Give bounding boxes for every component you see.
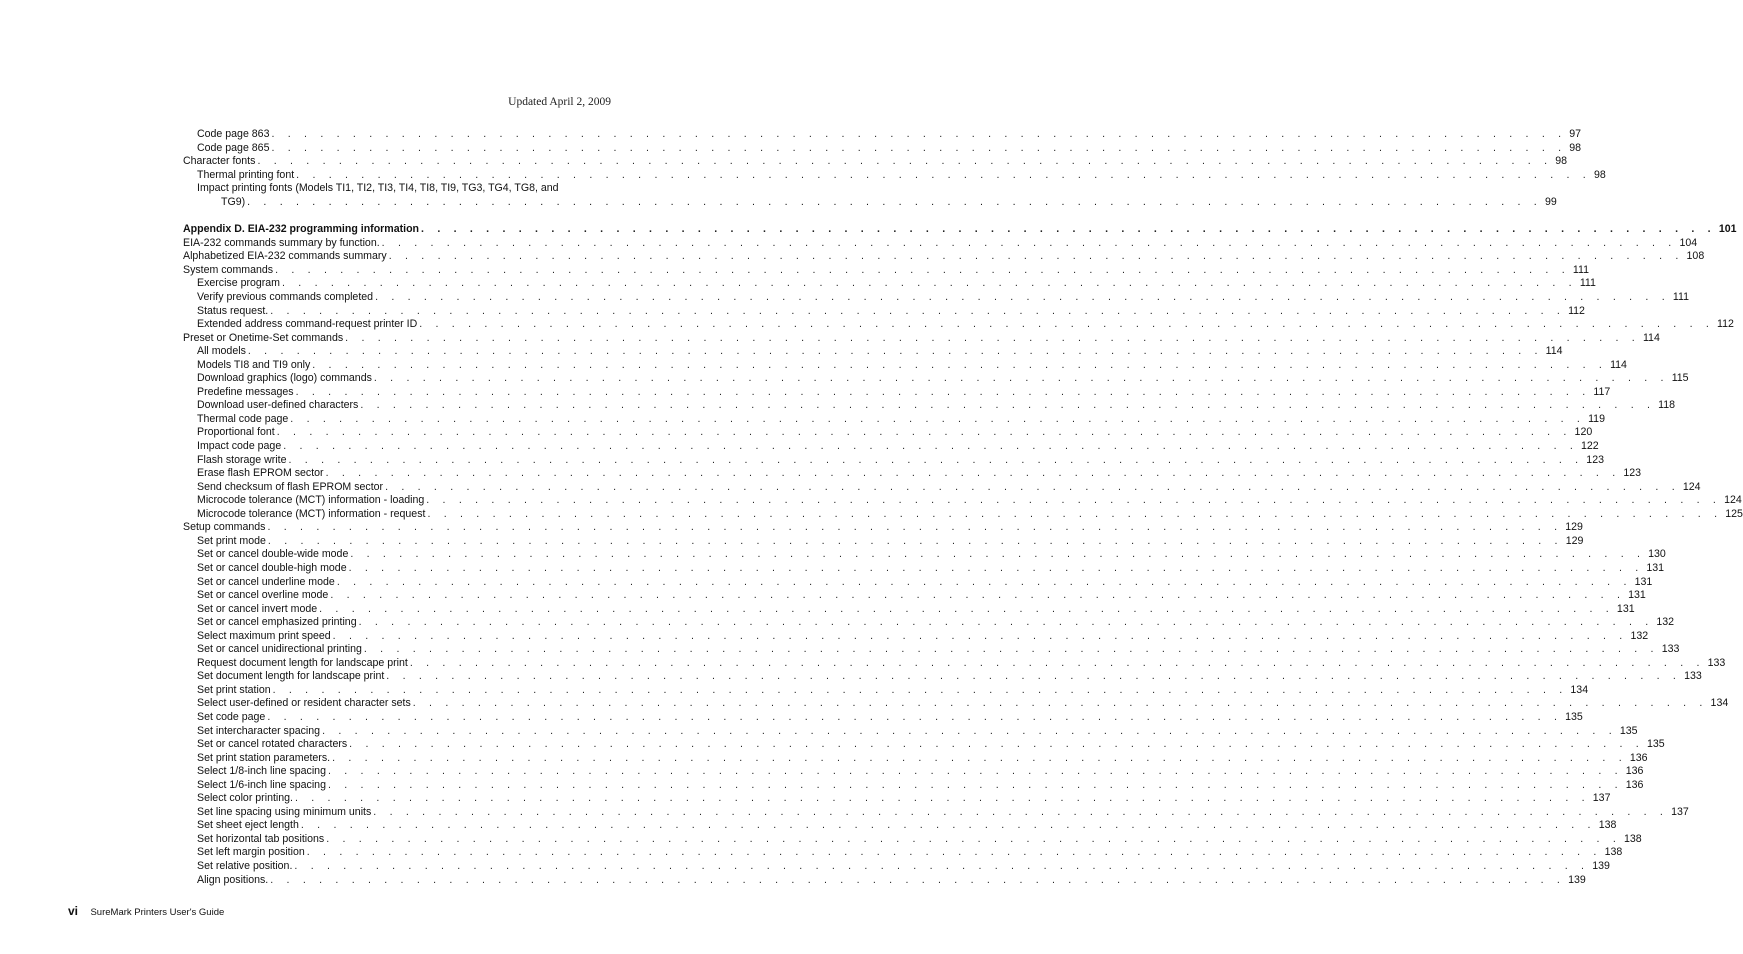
toc-page-number: 138 [1598, 819, 1617, 832]
book-title: SureMark Printers User's Guide [90, 907, 225, 918]
dot-leader: . . . . . . . . . . . . . . . . . . . . . . . . . . . . . . . . . . . . . . . . . . . . . . . . . . . . . . . . . . . . . . . . . . . . . . . . . . . . . . . . [327, 765, 1623, 778]
toc-page-number: 98 [1569, 141, 1582, 154]
dot-leader: . . . . . . . . . . . . . . . . . . . . . . . . . . . . . . . . . . . . . . . . . . . . . . . . . . . . . . . . . . . . . . . . . . . . . . . . . . . . . . . . [270, 304, 1566, 317]
dot-leader: . . . . . . . . . . . . . . . . . . . . . . . . . . . . . . . . . . . . . . . . . . . . . . . . . . . . . . . . . . . . . . . . . . . . . . . . . . . . . . . . [326, 832, 1621, 845]
toc-entry[interactable] [183, 168, 1606, 183]
toc-entry[interactable] [183, 589, 1646, 603]
toc-entry-title: Set print mode [197, 534, 266, 547]
toc-entry-title: Extended address command-request printer ID [197, 318, 418, 331]
toc-entry-title: Select 1/6-inch line spacing [197, 778, 326, 791]
dot-leader: . . . . . . . . . . . . . . . . . . . . . . . . . . . . . . . . . . . . . . . . . . . . . . . . . . . . . . . . . . . . . . . . . . . . . . . . . . . . . . . . [296, 168, 1591, 181]
toc-entry-title: Erase flash EPROM sector [197, 467, 324, 480]
toc-page-number: 119 [1588, 412, 1605, 425]
table-of-contents [183, 128, 1743, 887]
toc-page-number: 124 [1682, 480, 1701, 493]
toc-entry[interactable] [183, 263, 1589, 278]
toc-entry[interactable] [183, 385, 1611, 400]
dot-leader: . . . . . . . . . . . . . . . . . . . . . . . . . . . . . . . . . . . . . . . . . . . . . . . . . . . . . . . . . . . . . . . . . . . . . . . . . . . . . . . . [283, 440, 1579, 453]
dot-leader: . . . . . . . . . . . . . . . . . . . . . . . . . . . . . . . . . . . . . . . . . . . . . . . . . . . . . . . . . . . . . . . . . . . . . . . . . . . . . . . . [325, 467, 1621, 480]
toc-entry[interactable] [183, 412, 1605, 427]
dot-leader: . . . . . . . . . . . . . . . . . . . . . . . . . . . . . . . . . . . . . . . . . . . . . . . . . . . . . . . . . . . . . . . . . . . . . . . . . . . . . . . . [247, 345, 1543, 358]
toc-entry[interactable] [183, 291, 1689, 305]
toc-page-number: 129 [1565, 521, 1583, 534]
toc-page-number: 133 [1684, 670, 1702, 683]
toc-page-number: 137 [1592, 792, 1611, 805]
toc-entry-title: Set code page [197, 710, 266, 723]
toc-entry-title: System commands [183, 263, 274, 276]
dot-leader: . . . . . . . . . . . . . . . . . . . . . . . . . . . . . . . . . . . . . . . . . . . . . . . . . . . . . . . . . . . . . . . . . . . . . . . . . . . . . . . . [349, 738, 1644, 751]
toc-entry-title: Set line spacing using minimum units [197, 805, 372, 818]
toc-entry-title: Microcode tolerance (MCT) information - request [197, 507, 426, 520]
toc-entry-title: Thermal code page [197, 412, 289, 425]
dot-leader: . . . . . . . . . . . . . . . . . . . . . . . . . . . . . . . . . . . . . . . . . . . . . . . . . . . . . . . . . . . . . . . . . . . . . . . . . . . . . . . . [360, 399, 1656, 412]
toc-entry[interactable] [183, 521, 1583, 535]
dot-leader: . . . . . . . . . . . . . . . . . . . . . . . . . . . . . . . . . . . . . . . . . . . . . . . . . . . . . . . . . . . . . . . . . . . . . . . . . . . . . . . . [375, 291, 1670, 304]
toc-page-number: 118 [1658, 399, 1676, 412]
toc-page-number: 99 [1544, 195, 1557, 208]
dot-leader: . . . . . . . . . . . . . . . . . . . . . . . . . . . . . . . . . . . . . . . . . . . . . . . . . . . . . . . . . . . . . . . . . . . . . . . . . . . . . . . . [276, 426, 1572, 439]
toc-entry[interactable] [183, 561, 1665, 576]
toc-entry[interactable] [183, 575, 1653, 590]
dot-leader: . . . . . . . . . . . . . . . . . . . . . . . . . . . . . . . . . . . . . . . . . . . . . . . . . . . . . . . . . . . . . . . . . . . . . . . . . . . . . . . . [358, 616, 1654, 629]
toc-entry-title: EIA-232 commands summary by function. [183, 236, 380, 249]
toc-entry[interactable] [183, 602, 1635, 617]
toc-entry-title: Impact printing fonts (Models TI1, TI2, TI3, TI4, TI8, TI9, TG3, TG4, TG8, and [197, 182, 559, 195]
dot-leader: . . . . . . . . . . . . . . . . . . . . . . . . . . . . . . . . . . . . . . . . . . . . . . . . . . . . . . . . . . . . . . . . . . . . . . . . . . . . . . . . [345, 331, 1640, 344]
toc-entry-title: Set document length for landscape print [197, 670, 385, 683]
toc-entry-title: Microcode tolerance (MCT) information - loading [197, 494, 425, 507]
page-footer [68, 902, 224, 920]
toc-entry[interactable] [183, 683, 1589, 698]
dot-leader: . . . . . . . . . . . . . . . . . . . . . . . . . . . . . . . . . . . . . . . . . . . . . . . . . . . . . . . . . . . . . . . . . . . . . . . . . . . . . . . . [330, 589, 1626, 602]
toc-entry[interactable] [183, 494, 1742, 508]
toc-entry-title: Flash storage write [197, 453, 287, 466]
toc-entry-title: Status request. [197, 304, 269, 317]
toc-entry-title-cont: TG9) [221, 195, 246, 208]
dot-leader: . . . . . . . . . . . . . . . . . . . . . . . . . . . . . . . . . . . . . . . . . . . . . . . . . . . . . . . . . . . . . . . . . . . . . . . . . . . . . . . . [272, 683, 1568, 696]
toc-page-number: 134 [1570, 683, 1589, 696]
toc-entry-title: Select 1/8-inch line spacing [197, 765, 326, 778]
toc-page-number: 124 [1724, 494, 1742, 507]
toc-entry-title: Select maximum print speed [197, 629, 331, 642]
dot-leader: . . . . . . . . . . . . . . . . . . . . . . . . . . . . . . . . . . . . . . . . . . . . . . . . . . . . . . . . . . . . . . . . . . . . . . . . . . . . . . . . [388, 250, 1684, 263]
toc-page-number: 133 [1661, 643, 1680, 656]
toc-page-number: 132 [1656, 616, 1675, 629]
dot-leader: . . . . . . . . . . . . . . . . . . . . . . . . . . . . . . . . . . . . . . . . . . . . . . . . . . . . . . . . . . . . . . . . . . . . . . . . . . . . . . . . [275, 263, 1570, 276]
toc-entry-title: Set print station [197, 683, 271, 696]
toc-page-number: 115 [1671, 372, 1689, 385]
toc-entry[interactable] [183, 345, 1563, 359]
toc-page-number: 131 [1646, 561, 1665, 574]
dot-leader: . . . . . . . . . . . . . . . . . . . . . . . . . . . . . . . . . . . . . . . . . . . . . . . . . . . . . . . . . . . . . . . . . . . . . . . . . . . . . . . . [319, 602, 1614, 615]
dot-leader: . . . . . . . . . . . . . . . . . . . . . . . . . . . . . . . . . . . . . . . . . . . . . . . . . . . . . . . . . . . . . . . . . . . . . . . . . . . . . . . . [336, 575, 1632, 588]
toc-entry[interactable] [183, 873, 1586, 888]
toc-page-number: 97 [1569, 128, 1582, 140]
toc-page-number: 129 [1565, 534, 1584, 547]
toc-entry[interactable] [183, 304, 1585, 319]
dot-leader: . . . . . . . . . . . . . . . . . . . . . . . . . . . . . . . . . . . . . . . . . . . . . . . . . . . . . . . . . . . . . . . . . . . . . . . . . . . . . . . . [363, 643, 1659, 656]
dot-leader: . . . . . . . . . . . . . . . . . . . . . . . . . . . . . . . . . . . . . . . . . . . . . . . . . . . . . . . . . . . . . . . . . . . . . . . . . . . . . . . . [300, 819, 1596, 832]
toc-page-number: 122 [1581, 440, 1599, 453]
toc-page-number: 114 [1642, 331, 1660, 344]
toc-entry[interactable] [183, 534, 1584, 549]
dot-leader: . . . . . . . . . . . . . . . . . . . . . . . . . . . . . . . . . . . . . . . . . . . . . . . . . . . . . . . . . . . . . . . . . . . . . . . . . . . . . . . . [267, 521, 1563, 534]
toc-page-number: 137 [1671, 805, 1689, 818]
toc-page-number: 131 [1634, 575, 1653, 588]
toc-page-number: 135 [1646, 738, 1665, 751]
toc-entry[interactable] [183, 453, 1604, 468]
toc-entry[interactable] [183, 141, 1582, 156]
dot-leader: . . . . . . . . . . . . . . . . . . . . . . . . . . . . . . . . . . . . . . . . . . . . . . . . . . . . . . . . . . . . . . . . . . . . . . . . . . . . . . . . [373, 372, 1669, 385]
toc-entry-title: Set or cancel overline mode [197, 589, 329, 602]
toc-page-number: 114 [1610, 358, 1627, 371]
toc-page-number: 134 [1710, 697, 1729, 710]
dot-leader: . . . . . . . . . . . . . . . . . . . . . . . . . . . . . . . . . . . . . . . . . . . . . . . . . . . . . . . . . . . . . . . . . . . . . . . . . . . . . . . . [288, 453, 1584, 466]
toc-entry-title: Request document length for landscape print [197, 656, 408, 669]
toc-page-number: 104 [1679, 236, 1698, 249]
toc-page-number: 136 [1629, 751, 1648, 764]
toc-entry-title: Alphabetized EIA-232 commands summary [183, 250, 387, 263]
toc-entry-title: Setup commands [183, 521, 266, 534]
toc-page-number: 135 [1565, 710, 1583, 723]
toc-page-number: 114 [1545, 345, 1563, 358]
toc-entry-title: Set intercharacter spacing [197, 724, 321, 737]
toc-entry-title: Thermal printing font [197, 168, 295, 181]
toc-entry[interactable] [183, 724, 1638, 739]
toc-entry-title: Download user-defined characters [197, 399, 359, 412]
toc-entry-title: Set or cancel double-high mode [197, 561, 347, 574]
toc-page-number: 132 [1630, 629, 1649, 642]
dot-leader: . . . . . . . . . . . . . . . . . . . . . . . . . . . . . . . . . . . . . . . . . . . . . . . . . . . . . . . . . . . . . . . . . . . . . . . . . . . . . . . . [290, 412, 1586, 425]
toc-entry[interactable] [183, 738, 1665, 752]
toc-page-number: 131 [1616, 602, 1635, 615]
toc-entry-title: Select user-defined or resident character sets [197, 697, 411, 710]
dot-leader: . . . . . . . . . . . . . . . . . . . . . . . . . . . . . . . . . . . . . . . . . . . . . . . . . . . . . . . . . . . . . . . . . . . . . . . . . . . . . . . . [348, 561, 1644, 574]
toc-entry-title: Code page 863 [197, 128, 270, 140]
toc-entry-title: Models TI8 and TI9 only [197, 358, 311, 371]
toc-entry[interactable] [183, 507, 1743, 522]
toc-entry-title: Predefine messages [197, 385, 294, 398]
dot-leader: . . . . . . . . . . . . . . . . . . . . . . . . . . . . . . . . . . . . . . . . . . . . . . . . . . . . . . . . . . . . . . . . . . . . . . . . . . . . . . . . [327, 778, 1623, 791]
toc-entry[interactable] [183, 778, 1644, 793]
toc-entry-title: Set relative position. [197, 859, 293, 872]
toc-page-number: 136 [1625, 778, 1644, 791]
updated-date: Updated April 2, 2009 [508, 96, 611, 108]
toc-entry[interactable] [183, 182, 1557, 209]
toc-entry[interactable] [183, 643, 1680, 657]
toc-entry[interactable] [183, 616, 1675, 630]
toc-page-number: 98 [1555, 155, 1568, 168]
toc-entry-title: Character fonts [183, 155, 256, 168]
dot-leader: . . . . . . . . . . . . . . . . . . . . . . . . . . . . . . . . . . . . . . . . . . . . . . . . . . . . . . . . . . . . . . . . . . . . . . . . . . . . . . . . [381, 236, 1677, 249]
toc-page-number: 120 [1574, 426, 1593, 439]
dot-leader: . . . . . . . . . . . . . . . . . . . . . . . . . . . . . . . . . . . . . . . . . . . . . . . . . . . . . . . . . . . . . . . . . . . . . . . . . . . . . . . . [270, 873, 1566, 886]
toc-page-number: 117 [1593, 385, 1611, 398]
dot-leader: . . . . . . . . . . . . . . . . . . . . . . . . . . . . . . . . . . . . . . . . . . . . . . . . . . . . . . . . . . . . . . . . . . . . . . . . . . . . . . . . [385, 480, 1680, 493]
toc-entry[interactable] [183, 277, 1596, 291]
toc-entry-title: Appendix D. EIA-232 programming information [183, 223, 420, 236]
dot-leader: . . . . . . . . . . . . . . . . . . . . . . . . . . . . . . . . . . . . . . . . . . . . . . . . . . . . . . . . . . . . . . . . . . . . . . . . . . . . . . . . [282, 277, 1577, 290]
toc-entry-title: Set sheet eject length [197, 819, 299, 832]
page-number: vi [68, 904, 79, 918]
dot-leader: . . . . . . . . . . . . . . . . . . . . . . . . . . . . . . . . . . . . . . . . . . . . . . . . . . . . . . . . . . . . . . . . . . . . . . . . . . . . . . . . [267, 710, 1563, 723]
toc-page-number: 133 [1707, 656, 1726, 669]
toc-entry[interactable] [183, 467, 1642, 481]
toc-entry-title: Set or cancel emphasized printing [197, 616, 357, 629]
toc-entry[interactable] [183, 765, 1644, 779]
toc-page-number: 98 [1593, 168, 1606, 181]
toc-entry[interactable] [183, 548, 1666, 562]
toc-entry-title: Set or cancel invert mode [197, 602, 318, 615]
toc-section-heading[interactable] [183, 223, 1737, 237]
dot-leader: . . . . . . . . . . . . . . . . . . . . . . . . . . . . . . . . . . . . . . . . . . . . . . . . . . . . . . . . . . . . . . . . . . . . . . . . . . . . . . . . [332, 751, 1627, 764]
toc-entry-title: Exercise program [197, 277, 281, 290]
toc-entry[interactable] [183, 440, 1599, 454]
toc-entry[interactable] [183, 859, 1610, 874]
toc-entry-title: Set left margin position [197, 846, 305, 859]
toc-entry-title: Align positions. [197, 873, 269, 886]
toc-page-number: 123 [1586, 453, 1604, 466]
toc-entry[interactable] [183, 480, 1701, 495]
toc-entry[interactable] [183, 250, 1705, 264]
dot-leader: . . . . . . . . . . . . . . . . . . . . . . . . . . . . . . . . . . . . . . . . . . . . . . . . . . . . . . . . . . . . . . . . . . . . . . . . . . . . . . . . [294, 792, 1590, 805]
toc-entry[interactable] [183, 155, 1568, 169]
dot-leader: . . . . . . . . . . . . . . . . . . . . . . . . . . . . . . . . . . . . . . . . . . . . . . . . . . . . . . . . . . . . . . . . . . . . . . . . . . . . . . . . [271, 128, 1567, 140]
dot-leader: . . . . . . . . . . . . . . . . . . . . . . . . . . . . . . . . . . . . . . . . . . . . . . . . . . . . . . . . . . . . . . . . . . . . . . . . . . . . . . . . [271, 141, 1567, 154]
toc-page-number: 101 [1718, 223, 1737, 236]
toc-entry[interactable] [183, 751, 1648, 766]
dot-leader: . . . . . . . . . . . . . . . . . . . . . . . . . . . . . . . . . . . . . . . . . . . . . . . . . . . . . . . . . . . . . . . . . . . . . . . . . . . . . . . . [257, 155, 1553, 168]
toc-page-number: 131 [1628, 589, 1646, 602]
toc-entry[interactable] [183, 426, 1593, 440]
dot-leader: . . . . . . . . . . . . . . . . . . . . . . . . . . . . . . . . . . . . . . . . . . . . . . . . . . . . . . . . . . . . . . . . . . . . . . . . . . . . . . . . [386, 670, 1682, 683]
toc-entry-title: Verify previous commands completed [197, 291, 374, 304]
toc-page-number: 112 [1717, 318, 1734, 331]
toc-entry[interactable] [183, 372, 1689, 386]
toc-page-number: 136 [1625, 765, 1644, 778]
toc-page-number: 111 [1572, 263, 1589, 276]
toc-entry[interactable] [183, 819, 1617, 833]
toc-page-number: 130 [1648, 548, 1666, 561]
toc-entry[interactable] [183, 629, 1649, 644]
toc-entry[interactable] [183, 318, 1734, 332]
toc-entry-title: Set or cancel rotated characters [197, 738, 348, 751]
toc-entry-title: Select color printing. [197, 792, 293, 805]
dot-leader: . . . . . . . . . . . . . . . . . . . . . . . . . . . . . . . . . . . . . . . . . . . . . . . . . . . . . . . . . . . . . . . . . . . . . . . . . . . . . . . . [350, 548, 1646, 561]
toc-entry[interactable] [183, 656, 1726, 671]
toc-entry[interactable] [183, 792, 1611, 806]
toc-page-number: 139 [1592, 859, 1610, 872]
toc-entry-title: Send checksum of flash EPROM sector [197, 480, 384, 493]
toc-entry[interactable] [183, 805, 1689, 820]
dot-leader: . . . . . . . . . . . . . . . . . . . . . . . . . . . . . . . . . . . . . . . . . . . . . . . . . . . . . . . . . . . . . . . . . . . . . . . . . . . . . . . . [426, 494, 1722, 507]
toc-entry-title: Set or cancel double-wide mode [197, 548, 349, 561]
dot-leader: . . . . . . . . . . . . . . . . . . . . . . . . . . . . . . . . . . . . . . . . . . . . . . . . . . . . . . . . . . . . . . . . . . . . . . . . . . . . . . . . [373, 805, 1669, 818]
toc-page-number: 123 [1623, 467, 1642, 480]
toc-entry[interactable] [183, 331, 1660, 346]
toc-entry-title: Set horizontal tab positions [197, 832, 325, 845]
toc-entry-title: Set or cancel underline mode [197, 575, 335, 588]
toc-entry-title: Impact code page [197, 440, 282, 453]
dot-leader: . . . . . . . . . . . . . . . . . . . . . . . . . . . . . . . . . . . . . . . . . . . . . . . . . . . . . . . . . . . . . . . . . . . . . . . . . . . . . . . . [427, 507, 1723, 520]
toc-page-number: 125 [1725, 507, 1743, 520]
toc-page-number: 139 [1568, 873, 1586, 886]
dot-leader: . . . . . . . . . . . . . . . . . . . . . . . . . . . . . . . . . . . . . . . . . . . . . . . . . . . . . . . . . . . . . . . . . . . . . . . . . . . . . . . . [419, 318, 1715, 331]
dot-leader: . . . . . . . . . . . . . . . . . . . . . . . . . . . . . . . . . . . . . . . . . . . . . . . . . . . . . . . . . . . . . . . . . . . . . . . . . . . . . . . . [267, 534, 1563, 547]
toc-page-number: 135 [1619, 724, 1638, 737]
dot-leader: . . . . . . . . . . . . . . . . . . . . . . . . . . . . . . . . . . . . . . . . . . . . . . . . . . . . . . . . . . . . . . . . . . . . . . . . . . . . . . . . [294, 859, 1590, 872]
toc-page-number: 111 [1672, 291, 1689, 304]
dot-leader: . . . . . . . . . . . . . . . . . . . . . . . . . . . . . . . . . . . . . . . . . . . . . . . . . . . . . . . . . . . . . . . . . . . . . . . . . . . . . . . . [409, 656, 1705, 669]
toc-entry[interactable] [183, 236, 1698, 251]
toc-entry-title: Preset or Onetime-Set commands [183, 331, 344, 344]
toc-page-number: 138 [1604, 846, 1623, 859]
dot-leader: . . . . . . . . . . . . . . . . . . . . . . . . . . . . . . . . . . . . . . . . . . . . . . . . . . . . . . . . . . . . . . . . . . . . . . . . . . . . . . . . [295, 385, 1591, 398]
toc-entry-title: Set or cancel unidirectional printing [197, 643, 362, 656]
dot-leader: . . . . . . . . . . . . . . . . . . . . . . . . . . . . . . . . . . . . . . . . . . . . . . . . . . . . . . . . . . . . . . . . . . . . . . . . . . . . . . . . [306, 846, 1602, 859]
section-gap [183, 209, 611, 223]
toc-entry-title: Code page 865 [197, 141, 270, 154]
dot-leader: . . . . . . . . . . . . . . . . . . . . . . . . . . . . . . . . . . . . . . . . . . . . . . . . . . . . . . . . . . . . . . . . . . . . . . . . . . . . . . . . [332, 629, 1628, 642]
dot-leader: . . . . . . . . . . . . . . . . . . . . . . . . . . . . . . . . . . . . . . . . . . . . . . . . . . . . . . . . . . . . . . . . . . . . . . . . . . . . . . . . [247, 195, 1542, 208]
toc-page-number: 138 [1624, 832, 1642, 845]
toc-page-number: 111 [1579, 277, 1596, 290]
toc-entry-title: Proportional font [197, 426, 275, 439]
toc-entry-title: Download graphics (logo) commands [197, 372, 372, 385]
toc-entry[interactable] [183, 697, 1729, 711]
toc-entry[interactable] [183, 358, 1627, 373]
toc-entry[interactable] [183, 399, 1676, 413]
dot-leader: . . . . . . . . . . . . . . . . . . . . . . . . . . . . . . . . . . . . . . . . . . . . . . . . . . . . . . . . . . . . . . . . . . . . . . . . . . . . . . . . [312, 358, 1608, 371]
dot-leader: . . . . . . . . . . . . . . . . . . . . . . . . . . . . . . . . . . . . . . . . . . . . . . . . . . . . . . . . . . . . . . . . . . . . . . . . . . . . . . . . [322, 724, 1617, 737]
toc-entry[interactable] [183, 710, 1583, 725]
toc-entry[interactable] [183, 846, 1623, 860]
toc-entry[interactable] [183, 128, 1582, 142]
toc-entry[interactable] [183, 670, 1702, 684]
dot-leader: . . . . . . . . . . . . . . . . . . . . . . . . . . . . . . . . . . . . . . . . . . . . . . . . . . . . . . . . . . . . . . . . . . . . . . . . . . . . . . . . [412, 697, 1708, 710]
toc-entry-title: All models [197, 345, 246, 358]
toc-page-number: 112 [1568, 304, 1585, 317]
toc-page-number: 108 [1686, 250, 1705, 263]
toc-entry-title: Set print station parameters. [197, 751, 331, 764]
dot-leader: . . . . . . . . . . . . . . . . . . . . . . . . . . . . . . . . . . . . . . . . . . . . . . . . . . . . . . . . . . . . . . . . . . . . . . . . . . . . . . . . [421, 223, 1716, 236]
toc-entry[interactable] [183, 832, 1642, 847]
